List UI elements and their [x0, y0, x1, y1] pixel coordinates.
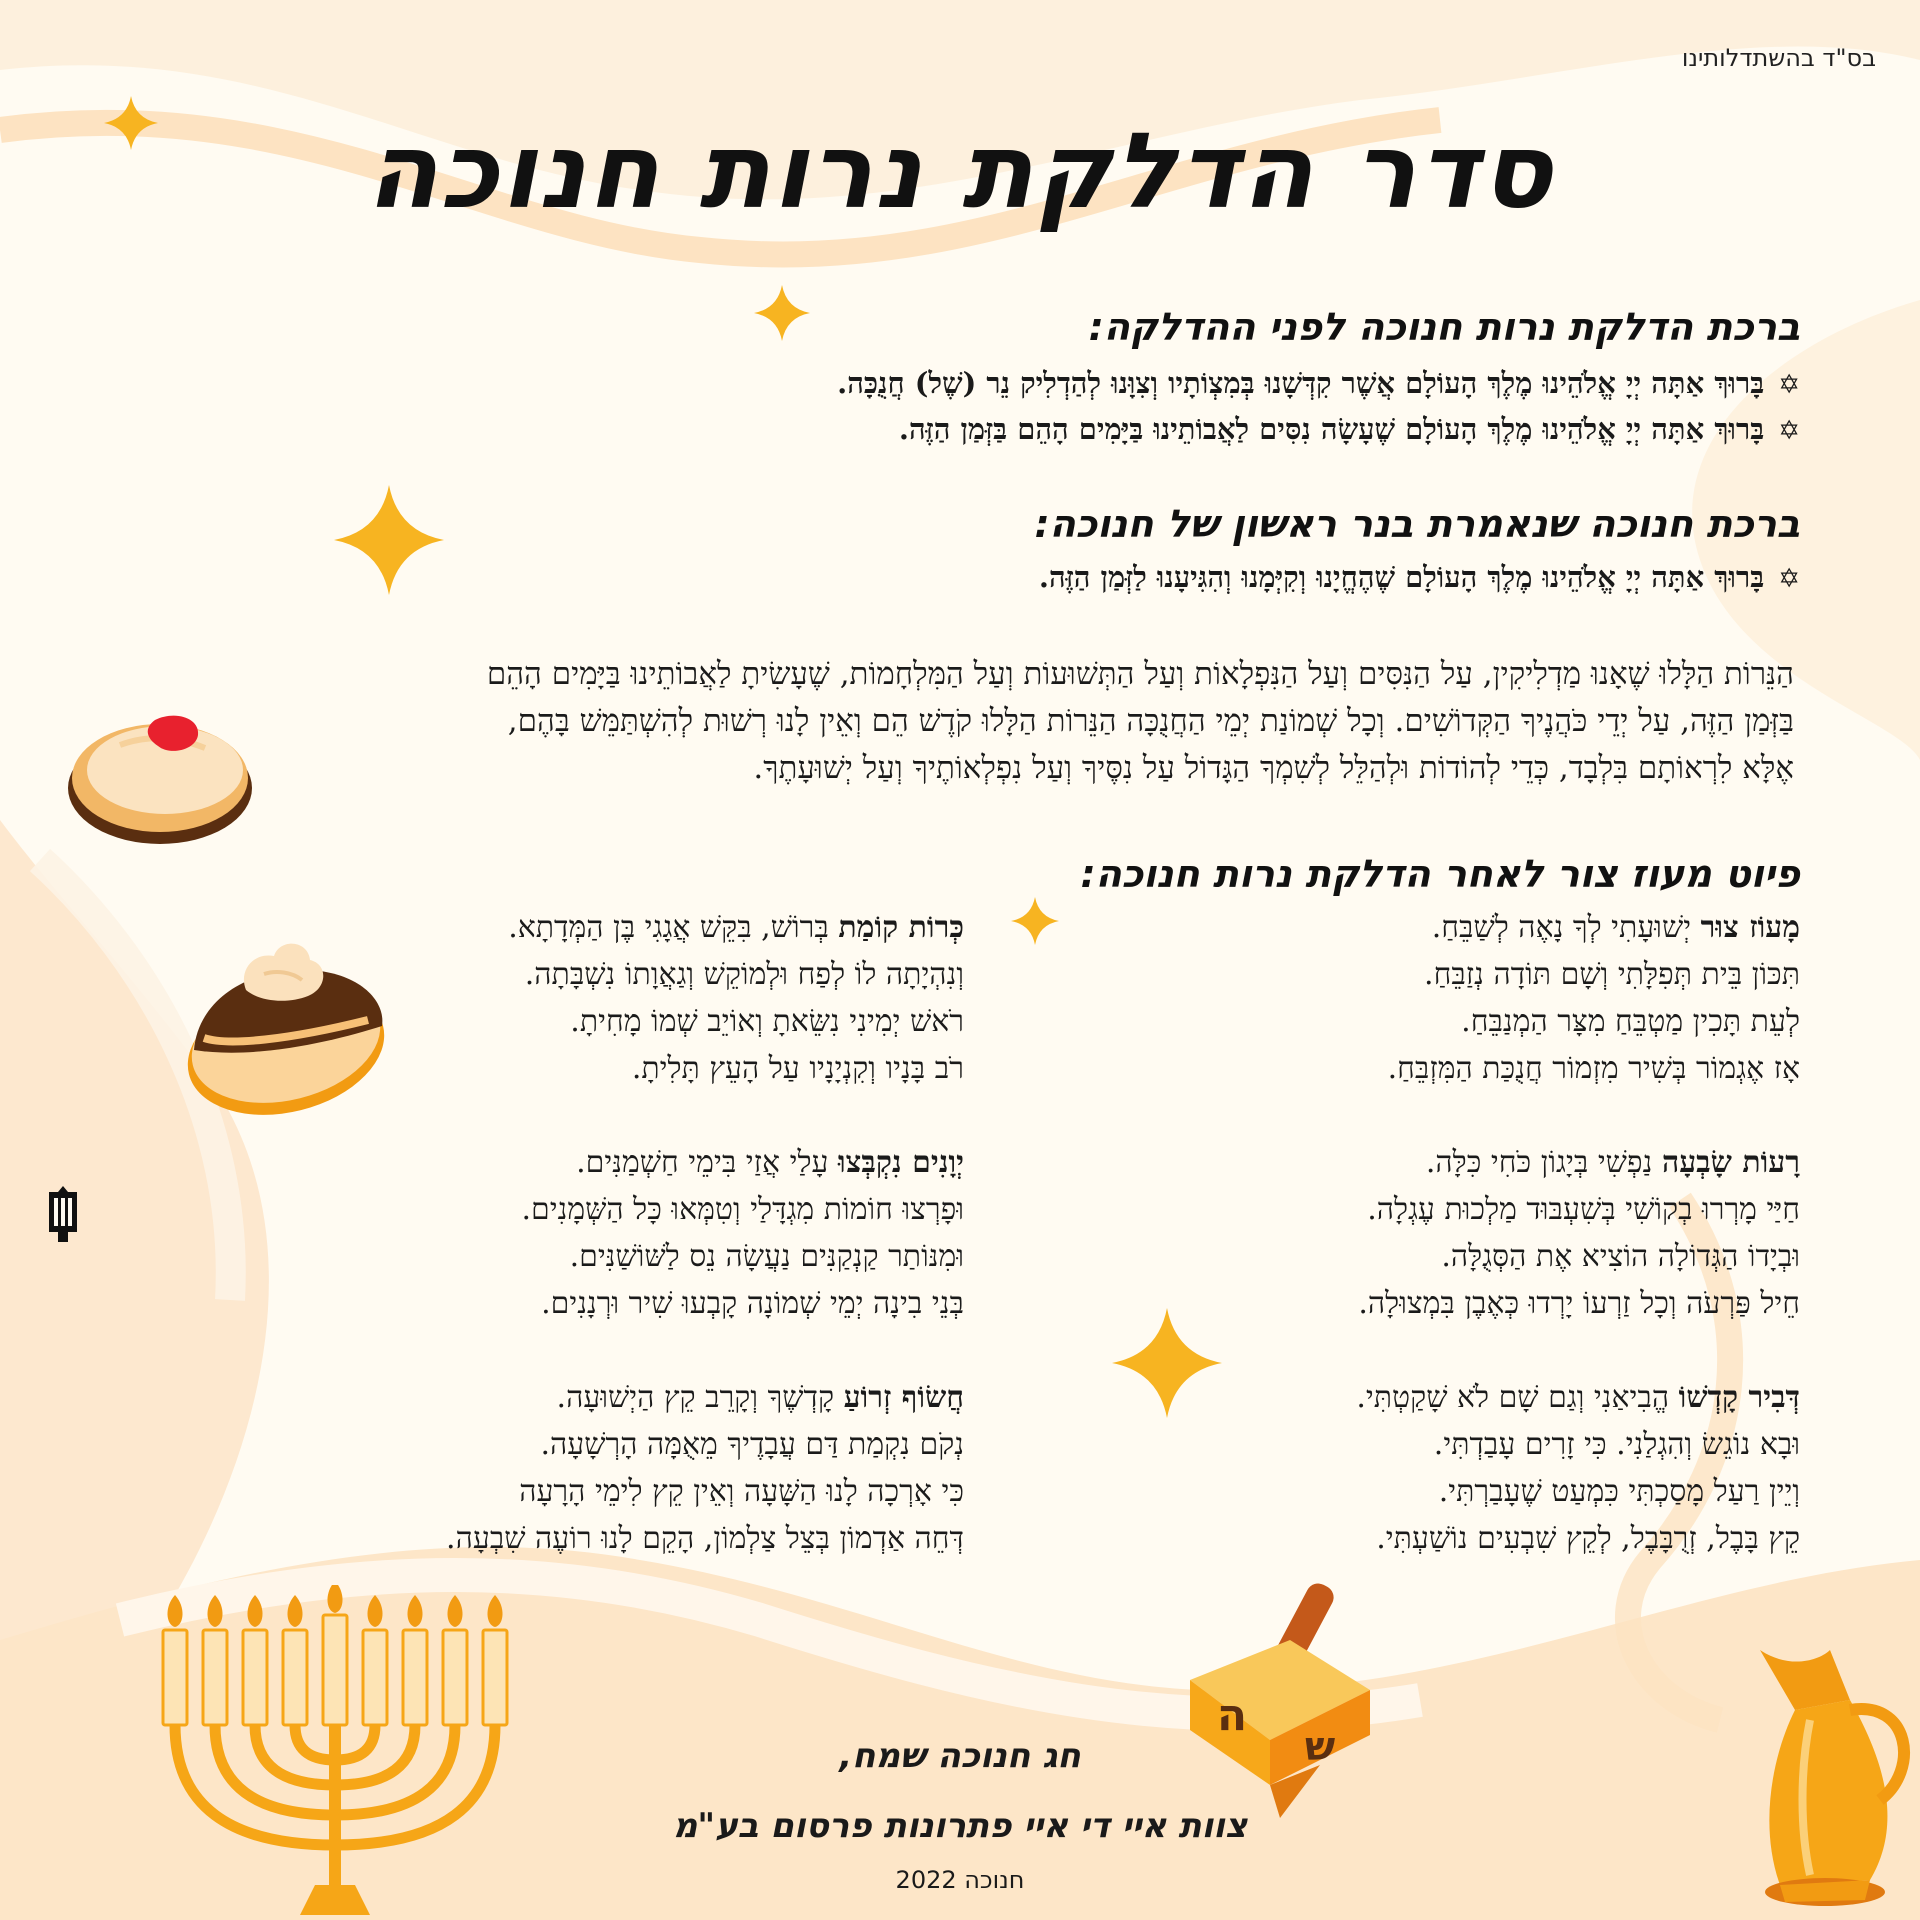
poem-line: בְּנֵי בִינָה יְמֵי שְׁמוֹנָה קָבְעוּ שִׁיר וּרְנָנִים. [541, 1286, 964, 1321]
poem-line: רֹאשׁ יְמִינִי נִשֵּׂאתָ וְאוֹיֵב שְׁמוֹ מָחִיתָ. [570, 1004, 964, 1039]
blessing-text: בָּרוּךְ אַתָּה יְיָ אֱלֹהֵינוּ מֶלֶךְ הָעוֹלָם אֲשֶׁר קִדְּשָׁנוּ בְּמִצְוֹתָיו וְצִוָּנוּ לְהַדְלִיק נֵר (שֶׁל) חֲנֻכָּה. [837, 366, 1765, 400]
poem-line: וּבָא נוֹגֵשׂ וְהִגְלַנִי. כִּי זָרִים עָבַדְתִּי. [1433, 1427, 1800, 1462]
poem-line: חַיַּי מָרְרוּ בְקוֹשִׁי בְּשִׁעְבּוּד מַלְכוּת עֶגְלָה. [1367, 1192, 1800, 1227]
poem-stanza [446, 1374, 964, 1562]
poem-line: חֵיל פַּרְעֹה וְכָל זַרְעוֹ יָרְדוּ כְּאֶבֶן בִּמְצוּלָה. [1358, 1286, 1800, 1321]
footer-date: חנוכה 2022 [895, 1866, 1025, 1894]
poem-stanza [446, 904, 964, 1092]
poem-line: חֲשׂוֹף זְרוֹעַ קָדְשֶׁךָ וְקָרֵב קֵץ הַיְשׁוּעָה. [556, 1380, 964, 1415]
paragraph-line: הַנֵּרוֹת הַלָּלוּ שֶׁאָנוּ מַדְלִיקִין, עַל הַנִּסִּים וְעַל הַנִּפְלָאוֹת וְעַל הַתְּשׁוּעוֹת וְעַל הַמִּלְחָמוֹת, שֶׁעָשִׂיתָ לַאֲבוֹתֵינוּ בַּיָּמִים הָהֵם [486, 656, 1794, 692]
star-icon [754, 285, 810, 341]
blessing-text: בָּרוּךְ אַתָּה יְיָ אֱלֹהֵינוּ מֶלֶךְ הָעוֹלָם שֶׁעָשָׂה נִסִּים לַאֲבוֹתֵינוּ בַּיָּמִים הָהֵם בַּזְּמַן הַזֶּה. [898, 412, 1765, 446]
poem-line: יְוָנִים נִקְבְּצוּ עָלַי אֲזַי בִּימֵי חַשְׁמַנִּים. [576, 1145, 964, 1180]
poem-line: כְּרוֹת קוֹמַת בְּרוֹשׁ, בִּקֵּשׁ אֲגָגִי בֶּן הַמְּדָתָא. [508, 910, 964, 945]
bsd-label: בס"ד בהשתדלותינו [1681, 44, 1876, 72]
blessing-line [1039, 560, 1800, 595]
blessing-line [899, 412, 1800, 447]
haneirot-paragraph [174, 651, 1794, 792]
blessing-text: בָּרוּךְ אַתָּה יְיָ אֱלֹהֵינוּ מֶלֶךְ הָעוֹלָם שֶׁהֶחֱיָנוּ וְקִיְּמָנוּ וְהִגִּיעָנוּ לַזְּמַן הַזֶּה. [1038, 560, 1765, 594]
section-heading-maoz-tzur: פיוט מעוז צור לאחר הדלקת נרות חנוכה: [1080, 852, 1800, 896]
poem-stanza [1356, 1139, 1800, 1327]
poem-line: וְנִהְיָתָה לוֹ לְפַח וּלְמוֹקֵשׁ וְגַאֲוָתוֹ נִשְׁבָּתָה. [524, 957, 964, 992]
poem-line: רָעוֹת שָׂבְעָה נַפְשִׁי בְּיָגוֹן כֹּחִי כִּלָּה. [1425, 1145, 1800, 1180]
poem-line: תִּכּוֹן בֵּית תְּפִלָּתִי וְשָׁם תּוֹדָה נְזַבֵּחַ. [1424, 957, 1800, 992]
poem-line: נְקֹם נִקְמַת דַּם עֲבָדֶיךָ מֵאֻמָּה הָרְשָׁעָה. [540, 1427, 964, 1462]
poem-line: קֵץ בָּבֶל, זְרֻבָּבֶל, לְקֵץ שִׁבְעִים נוֹשַׁעְתִּי. [1376, 1521, 1800, 1556]
poem-line: אָז אֶגְמוֹר בְּשִׁיר מִזְמוֹר חֲנֻכַּת הַמִּזְבֵּחַ. [1387, 1051, 1800, 1086]
poem-line: וּבְיָדוֹ הַגְּדוֹלָה הוֹצִיא אֶת הַסְּגֻלָּה. [1441, 1239, 1800, 1274]
blessing-line [837, 366, 1800, 401]
sufganiyah-cream-icon [168, 930, 398, 1120]
poem-line: וּפָרְצוּ חוֹמוֹת מִגְדָּלַי וְטִמְּאוּ כָּל הַשְּׁמָנִים. [521, 1192, 964, 1227]
star-icon [334, 485, 444, 595]
footer-greeting: חג חנוכה שמח, [839, 1736, 1081, 1776]
bullet-icon: ✡ [1778, 416, 1800, 446]
star-icon [1011, 897, 1059, 945]
section-heading-first-candle: ברכת חנוכה שנאמרת בנר ראשון של חנוכה: [1034, 502, 1800, 546]
poem-line: דְּחֵה אַדְמוֹן בְּצֵל צַלְמוֹן, הָקֵם לָנוּ רוֹעֶה שִׁבְעָה. [446, 1521, 964, 1556]
bullet-icon: ✡ [1778, 564, 1800, 594]
footer-team: צוות איי די איי פתרונות פרסום בע"מ [672, 1806, 1248, 1846]
poem-stanza [446, 1139, 964, 1327]
poem-line: וְיֵין רַעַל מָסַכְתִּי כִּמְעַט שֶׁעָבַרְתִּי. [1438, 1474, 1800, 1509]
dreidel-letter-shin: ש [1304, 1724, 1336, 1770]
poem-line: רֹב בָּנָיו וְקִנְיָנָיו עַל הָעֵץ תָּלִיתָ. [631, 1051, 964, 1086]
poem-line: מָעוֹז צוּר יְשׁוּעָתִי לְךָ נָאֶה לְשַׁבֵּחַ. [1431, 910, 1800, 945]
poem-line: כִּי אָרְכָה לָנוּ הַשָּׁעָה וְאֵין קֵץ לִימֵי הָרָעָה [519, 1474, 964, 1509]
paragraph-line: בַּזְּמַן הַזֶּה, עַל יְדֵי כֹּהֲנֶיךָ הַקְּדוֹשִׁים. וְכָל שְׁמוֹנַת יְמֵי הַחֲנֻכָּה הַנֵּרוֹת הַלָּלוּ קֹדֶשׁ הֵם וְאֵין לָנוּ רְשׁוּת לְהִשְׁתַּמֵּשׁ בָּהֶם, [507, 703, 1794, 739]
poem-line: וּמִנּוֹתַר קַנְקַנִּים נַעֲשָׂה נֵס לַשּׁוֹשַׁנִּים. [569, 1239, 964, 1274]
dreidel-letter-he: ה [1216, 1690, 1248, 1741]
poem-stanza [1356, 904, 1800, 1092]
star-icon [1112, 1308, 1222, 1418]
poem-left-column [446, 904, 964, 1609]
poem-line: דְּבִיר קָדְשׁוֹ הֱבִיאַנִי וְגַם שָׁם לֹא שָׁקַטְתִּי. [1356, 1380, 1800, 1415]
poem-right-column [1356, 904, 1800, 1609]
paragraph-line: אֶלָּא לִרְאוֹתָם בִּלְבָד, כְּדֵי לְהוֹדוֹת וּלְהַלֵּל לְשִׁמְךָ הַגָּדוֹל עַל נִסֶּיךָ וְעַל נִפְלְאוֹתֶיךָ וְעַל יְשׁוּעָתֶךָ. [753, 750, 1794, 786]
logo-icon [46, 1186, 80, 1246]
poem-stanza [1356, 1374, 1800, 1562]
poem-line: לְעֵת תָּכִין מַטְבֵּחַ מִצָּר הַמְנַבֵּחַ. [1461, 1004, 1800, 1039]
bullet-icon: ✡ [1778, 370, 1800, 400]
section-heading-before-lighting: ברכת הדלקת נרות חנוכה לפני ההדלקה: [1088, 305, 1800, 349]
page-title: סדר הדלקת נרות חנוכה [366, 110, 1554, 232]
